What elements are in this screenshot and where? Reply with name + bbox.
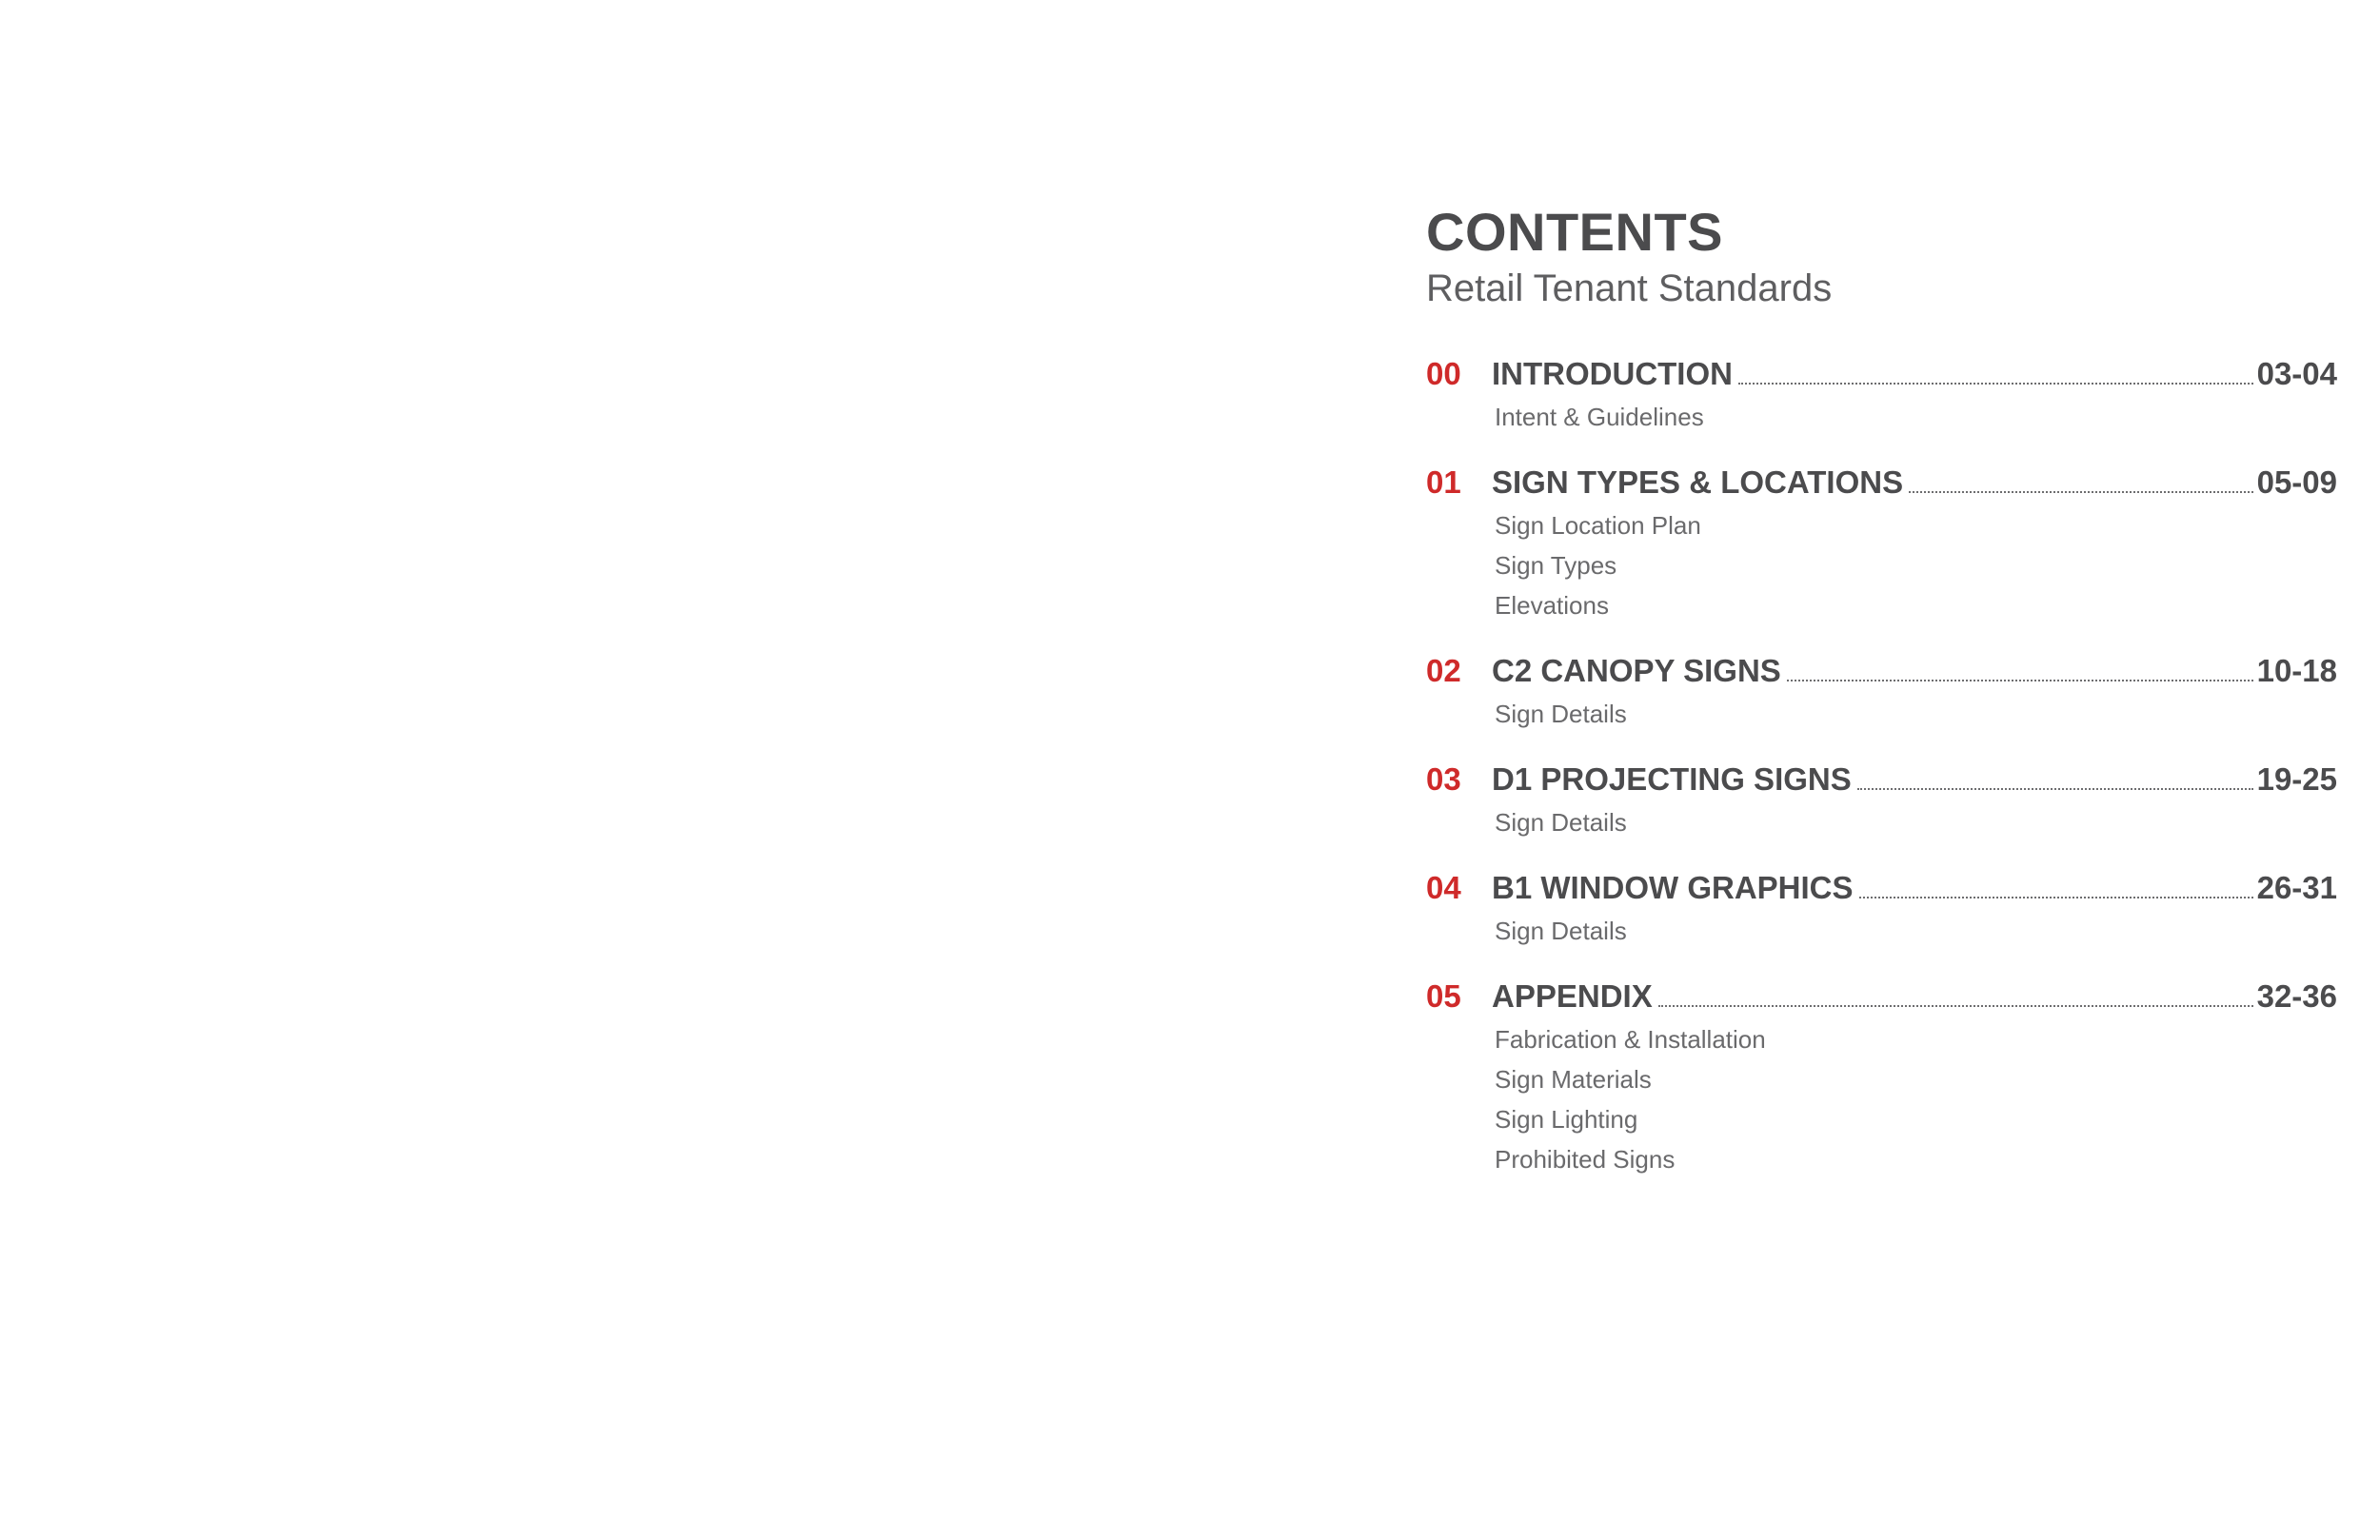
section-page-range: 19-25	[2256, 761, 2337, 797]
dot-leader	[1859, 897, 2253, 898]
toc-subitem[interactable]: Sign Details	[1495, 917, 1627, 945]
toc-subitem[interactable]: Intent & Guidelines	[1495, 403, 1704, 431]
section-title[interactable]: INTRODUCTION	[1492, 356, 1733, 391]
toc-subitem[interactable]: Sign Types	[1495, 551, 1617, 580]
section-title[interactable]: APPENDIX	[1492, 978, 1653, 1014]
toc-subitem[interactable]: Sign Lighting	[1495, 1105, 1638, 1134]
toc-subitem[interactable]: Fabrication & Installation	[1495, 1025, 1766, 1054]
toc-subitem[interactable]: Elevations	[1495, 591, 1609, 620]
toc-subitem[interactable]: Sign Details	[1495, 808, 1627, 837]
section-page-range: 26-31	[2256, 870, 2337, 905]
section-page-range: 32-36	[2256, 978, 2337, 1014]
toc-subitem[interactable]: Prohibited Signs	[1495, 1145, 1676, 1174]
section-subitems	[1495, 911, 2337, 951]
toc-section-row[interactable]	[1426, 648, 2337, 694]
toc-section-row[interactable]	[1426, 757, 2337, 802]
toc-list	[1426, 351, 2337, 1179]
section-subitems	[1495, 694, 2337, 734]
section-subitems	[1495, 505, 2337, 625]
toc-section-introduction[interactable]	[1426, 351, 2337, 437]
page-subtitle: Retail Tenant Standards	[1426, 267, 1833, 309]
toc-section-d1-projecting-signs[interactable]	[1426, 757, 2337, 842]
section-number: 03	[1426, 761, 1461, 797]
dot-leader	[1658, 1005, 2253, 1007]
dot-leader	[1909, 491, 2253, 493]
toc-section-row[interactable]	[1426, 865, 2337, 911]
section-title[interactable]: B1 WINDOW GRAPHICS	[1492, 870, 1854, 905]
section-subitems	[1495, 802, 2337, 842]
toc-section-sign-types-locations[interactable]	[1426, 460, 2337, 625]
section-number: 04	[1426, 870, 1461, 905]
page-title: CONTENTS	[1426, 202, 1723, 262]
toc-section-c2-canopy-signs[interactable]	[1426, 648, 2337, 734]
section-page-range: 10-18	[2256, 653, 2337, 688]
section-title[interactable]: C2 CANOPY SIGNS	[1492, 653, 1781, 688]
toc-section-appendix[interactable]	[1426, 974, 2337, 1179]
section-subitems	[1495, 1019, 2337, 1179]
toc-section-row[interactable]	[1426, 351, 2337, 397]
toc-subitem[interactable]: Sign Details	[1495, 700, 1627, 728]
toc-subitem[interactable]: Sign Location Plan	[1495, 511, 1701, 540]
section-number: 00	[1426, 356, 1461, 391]
toc-subitem[interactable]: Sign Materials	[1495, 1065, 1652, 1094]
section-subitems	[1495, 397, 2337, 437]
table-of-contents	[1426, 200, 2337, 1202]
toc-section-b1-window-graphics[interactable]	[1426, 865, 2337, 951]
section-number: 02	[1426, 653, 1461, 688]
dot-leader	[1738, 383, 2253, 385]
toc-section-row[interactable]	[1426, 974, 2337, 1019]
section-title[interactable]: D1 PROJECTING SIGNS	[1492, 761, 1852, 797]
section-page-range: 05-09	[2256, 464, 2337, 500]
section-number: 05	[1426, 978, 1461, 1014]
section-page-range: 03-04	[2256, 356, 2337, 391]
dot-leader	[1857, 788, 2253, 790]
section-title[interactable]: SIGN TYPES & LOCATIONS	[1492, 464, 1904, 500]
toc-section-row[interactable]	[1426, 460, 2337, 505]
dot-leader	[1787, 680, 2253, 681]
section-number: 01	[1426, 464, 1461, 500]
